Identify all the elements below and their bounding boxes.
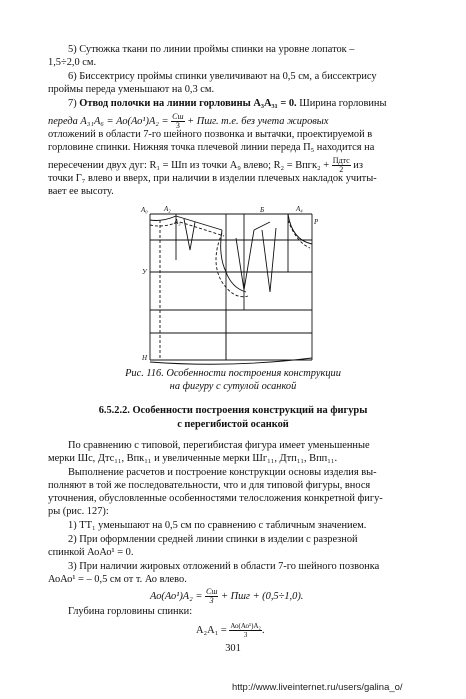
fraction-numerator: Пдтс	[332, 156, 350, 165]
paragraph-7-line-7: вает ее высоту.	[48, 186, 114, 197]
arcs-text-end: из	[353, 159, 363, 171]
neck-width-formula: переда А₃₁А₆ = Ао(Ао¹)А₂ =	[48, 115, 169, 127]
paragraph-7-line-1	[68, 98, 386, 111]
formula-2	[196, 622, 265, 639]
formula-2-end: .	[261, 624, 265, 636]
label-u: У	[142, 268, 147, 276]
paragraph-7-line-4: горловине спинки. Нижняя точка плечевой линии переда П₅ находится на	[48, 142, 375, 153]
section-heading-line-2: с перегибистой осанкой	[177, 419, 289, 430]
label-a4: А₄	[296, 205, 303, 213]
formula-1-left: Ао(Ао¹)А₂ =	[150, 590, 203, 602]
label-a0: А₀	[141, 206, 148, 214]
fraction-numerator: Ао(Ао¹)А₂	[230, 622, 261, 630]
paragraph-5-line-2: 1,5÷2,0 см.	[48, 57, 97, 68]
body-line-2: мерки Шс, Дтс₁₁, Впк₁₁ и увеличенные мерки Шг₁₁, Дтп₁₁, Впп₁₁.	[48, 453, 338, 464]
arcs-text: пересечении двух дуг: R₁ = Шп из точки А₉ влево; R₂ = Впгк₂ +	[48, 159, 330, 171]
paragraph-7-line-5	[48, 157, 363, 174]
fraction-denominator: 2	[339, 165, 344, 174]
fraction-denominator: 3	[175, 121, 180, 130]
formula-2-fraction	[229, 622, 262, 639]
formula-1-right: + Пшг + (0,5÷1,0).	[218, 590, 304, 602]
label-a2: А₂	[164, 205, 171, 213]
paragraph-5-line-1: 5) Сутюжка ткани по линии проймы спинки на уровне лопаток –	[68, 44, 355, 55]
section-heading-line-1: 6.5.2.2. Особенности построения конструкций на фигуры	[98, 405, 368, 416]
paragraph-7-number: 7)	[68, 98, 80, 109]
body-line-3: Выполнение расчетов и построение конструкции основы изделия вы-	[68, 467, 377, 478]
paragraph-7-rest: Ширина горловины	[296, 98, 387, 109]
body-line-1: По сравнению с типовой, перегибистая фигура имеет уменьшенные	[68, 440, 370, 451]
figure-caption-line-2: на фигуру с сутулой осанкой	[169, 381, 297, 392]
paragraph-7-line-3: отложений в области 7-го шейного позвонка и вытачки, проектируемой в	[48, 129, 373, 140]
paragraph-6-line-2: проймы переда уменьшают на 0,3 см.	[48, 84, 215, 95]
paragraph-7-line-2	[48, 113, 328, 130]
fraction-denominator: 3	[209, 596, 214, 605]
body-line-11: АоАо¹ = – 0,5 см от т. Ао влево.	[48, 574, 187, 585]
body-line-6: ры (рис. 127):	[48, 506, 109, 517]
paragraph-7-bold-formula: Отвод полочки на линии горловины А₃А₃₁ = 0.	[79, 98, 297, 109]
fraction-denominator: 3	[243, 631, 248, 639]
page-number: 301	[225, 643, 241, 654]
label-a3: А₃	[174, 218, 181, 226]
body-line-9: спинкой АоАо¹ = 0.	[48, 547, 134, 558]
body-line-8: 2) При оформлении средней линии спинки в изделии с разрезной	[68, 534, 358, 545]
body-line-4: полняют в той же последовательности, что и для типовой фигуры, внося	[48, 480, 371, 491]
paragraph-7-line-6: точки Г₇ влево и вверх, при наличии в изделии плечевых накладок учиты-	[48, 173, 377, 184]
label-n: Н	[142, 354, 148, 362]
neck-width-fraction	[171, 113, 184, 130]
label-r: Р	[314, 218, 319, 226]
label-b: Б	[260, 206, 265, 214]
body-line-12: Глубина горловины спинки:	[68, 606, 193, 617]
formula-1	[150, 588, 303, 605]
formula-1-fraction	[205, 588, 218, 605]
watermark-url[interactable]: http://www.liveinternet.ru/users/galina_o/	[232, 682, 403, 693]
arc-fraction	[332, 157, 351, 174]
formula-2-left: А₂А₁ =	[196, 624, 227, 636]
body-line-10: 3) При наличии жировых отложений в области 7-го шейного позвонка	[68, 561, 380, 572]
body-line-5: уточнения, обусловленные особенностями телосложения конкретной фигу-	[48, 493, 383, 504]
fraction-numerator: Сш	[172, 112, 184, 121]
pattern-drawing	[0, 200, 466, 390]
paragraph-6-line-1: 6) Биссектрису проймы спинки увеличивают на 0,5 см, а биссектрису	[68, 71, 377, 82]
body-line-7: 1) ТТ₁ уменьшают на 0,5 см по сравнению с табличным значением.	[68, 520, 367, 531]
figure-caption-line-1: Рис. 116. Особенности построения конструкции	[125, 368, 341, 379]
neck-width-rest: + Пшг. т.е. без учета жировых	[184, 115, 329, 127]
fraction-numerator: Сш	[205, 587, 218, 596]
